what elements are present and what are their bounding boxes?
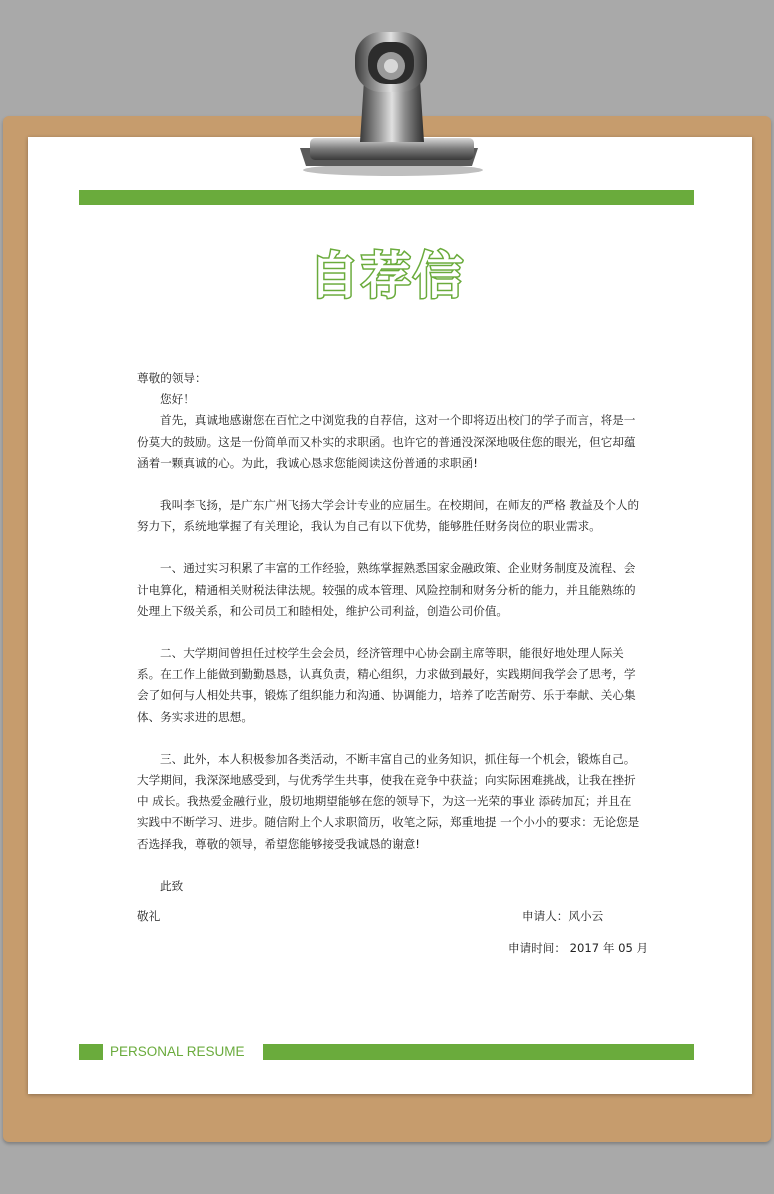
paragraph-strength-1: 一、通过实习积累了丰富的工作经验，熟练掌握熟悉国家金融政策、企业财务制度及流程、会计电算化，精通相关财税法律法规。较强的成本管理、风险控制和财务分析的能力，并且能熟练的处理上下级关系，和公司员工和睦相处，维护公司利益，创造公司价值。 <box>137 561 636 618</box>
paragraph-strength-2: 二、大学期间曾担任过校学生会会员，经济管理中心协会副主席等职，能很好地处理人际关系。在工作上能做到勤勤恳恳，认真负责，精心组织，力求做到最好，实践期间我学会了思考，学会了如何与人相处共事，锻炼了组织能力和沟通、协调能力，培养了吃苦耐劳、乐于奉献、关心集体、务实求进的思想。 <box>137 646 636 724</box>
footer-accent-bar <box>263 1044 694 1060</box>
footer-accent-left <box>79 1044 103 1060</box>
date-row <box>137 938 649 960</box>
footer-label: PERSONAL RESUME <box>110 1044 245 1059</box>
regards: 敬礼 <box>137 909 161 924</box>
paragraph-strength-3: 三、此外，本人积极参加各类活动，不断丰富自己的业务知识，抓住每一个机会，锻炼自己。大学期间，我深深地感受到，与优秀学生共事，使我在竞争中获益；向实际困难挑战，让我在挫折中 成长。我热爱金融行业，殷切地期望能够在您的领导下，为这一光荣的事业 添砖加瓦；并且在实践中不断学习、进步。随信附上个人求职简历，收笔之际，郑重地提 一个小小的要求：无论您是否选择我，尊敬的领导，希望您能够接受我诚恳的谢意! <box>137 751 640 851</box>
signature-row <box>137 906 640 928</box>
paragraph-intro: 首先，真诚地感谢您在百忙之中浏览我的自荐信，这对一个即将迈出校门的学子而言，将是一份莫大的鼓励。这是一份简单而又朴实的求职函。也许它的普通没深深地吸住您的眼光，但它却蕴涵着一颗真诚的心。为此，我诚心恳求您能阅读这份普通的求职函! <box>137 413 636 470</box>
top-accent-bar <box>79 190 694 205</box>
binder-clip-icon <box>0 0 774 180</box>
paragraph-self-intro: 我叫李飞扬，是广东广州飞扬大学会计专业的应届生。在校期间，在师友的严格 教益及个人的努力下，系统地掌握了有关理论，我认为自己有以下优势，能够胜任财务岗位的职业需求。 <box>137 498 640 534</box>
application-date: 申请时间： 2017 年 05 月 <box>508 941 649 956</box>
salutation: 尊敬的领导： <box>137 371 207 385</box>
applicant-name: 申请人：风小云 <box>522 909 604 924</box>
letter-body <box>137 368 649 960</box>
closing: 此致 <box>160 878 184 893</box>
greeting: 您好！ <box>160 392 195 407</box>
page-title: 自荐信 <box>309 247 465 305</box>
